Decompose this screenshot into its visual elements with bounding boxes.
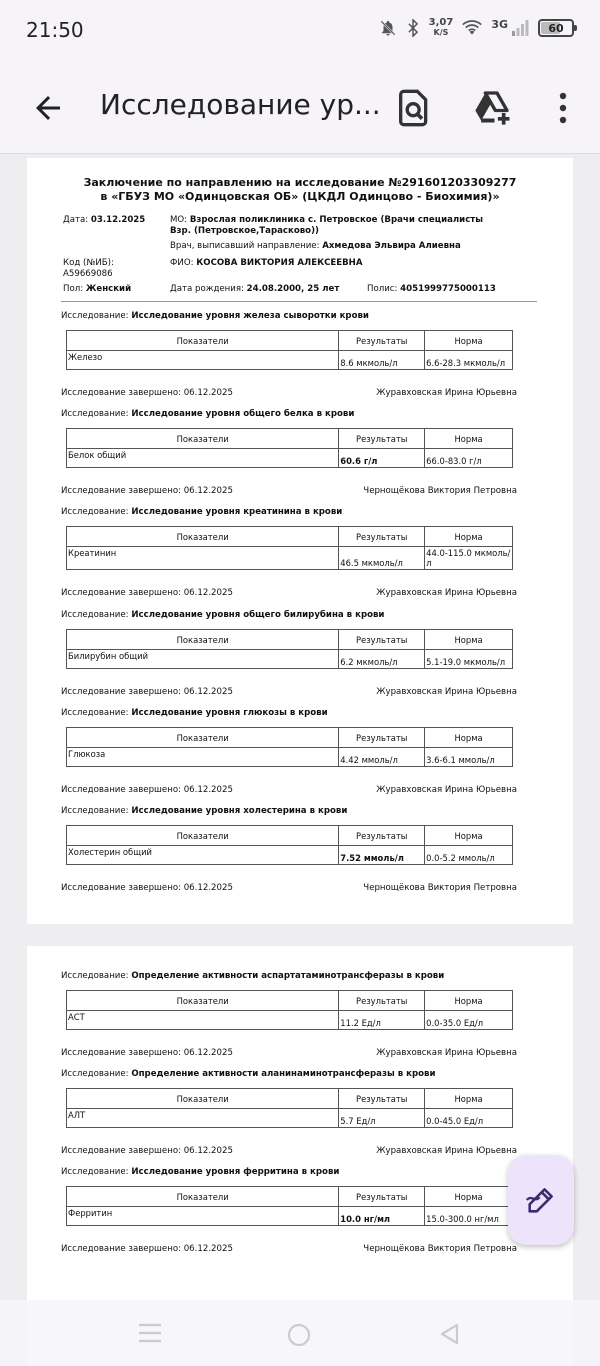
study-section [61, 708, 519, 796]
norm-cell [425, 449, 513, 468]
completed-label: Исследование завершено: [61, 1048, 181, 1058]
completed-date [61, 785, 233, 796]
col-indicator-header: Показатели [67, 630, 339, 650]
table-header-row [67, 991, 513, 1011]
result-cell [339, 748, 425, 767]
header-code-value: А59669086 [63, 269, 113, 279]
study-completed-line [61, 883, 517, 894]
header-doctor-label: Врач, выписавший направление: [170, 241, 320, 251]
study-section [61, 1167, 519, 1255]
study-line [61, 610, 519, 621]
norm-cell [425, 748, 513, 767]
result-value: 10.0 нг/мл [340, 1214, 391, 1224]
study-label: Исследование: [61, 610, 129, 620]
performing-doctor: Журавховская Ирина Юрьевна [376, 785, 517, 795]
completed-date-value: 06.12.2025 [183, 588, 233, 598]
col-indicator-header: Показатели [67, 826, 339, 846]
header-sex-value: Женский [85, 284, 132, 294]
table-row [67, 846, 513, 865]
result-cell [339, 650, 425, 669]
study-section [61, 409, 519, 497]
completed-date [61, 687, 233, 698]
header-code-label: Код (№ИБ): [63, 258, 114, 268]
norm-cell [425, 846, 513, 865]
completed-date [61, 1146, 233, 1157]
study-name: Определение активности аланинаминотрансферазы в крови [131, 1069, 436, 1079]
results-table [66, 1186, 513, 1226]
study-line [61, 311, 519, 322]
table-header-row [67, 630, 513, 650]
col-result-header: Результаты [339, 630, 425, 650]
result-cell [339, 1207, 425, 1226]
study-name: Исследование уровня креатинина в крови [131, 507, 343, 517]
header-mo [170, 215, 510, 237]
completed-label: Исследование завершено: [61, 1146, 181, 1156]
study-section [61, 1069, 519, 1157]
header-mo-value-2: Взр. (Петровское,Тарасково)) [170, 226, 319, 236]
study-section [61, 610, 519, 698]
completed-date [61, 1244, 233, 1255]
norm-value: 6.6-28.3 мкмоль/л [426, 358, 506, 368]
study-completed-line [61, 1048, 517, 1059]
table-header-row [67, 728, 513, 748]
conclusion-title [67, 176, 533, 204]
result-value: 6.2 мкмоль/л [340, 657, 398, 667]
pdf-page-1[interactable] [27, 158, 573, 924]
study-label: Исследование: [61, 806, 129, 816]
result-cell [339, 351, 425, 370]
results-table [66, 1088, 513, 1128]
study-completed-line [61, 1244, 517, 1255]
battery-icon [538, 19, 574, 37]
header-policy-value: 4051999775000113 [400, 284, 496, 294]
annotate-fab[interactable] [508, 1155, 574, 1245]
result-cell [339, 1109, 425, 1128]
pen-annotate-icon [524, 1183, 558, 1217]
results-table [66, 629, 513, 669]
norm-cell [425, 351, 513, 370]
col-result-header: Результаты [339, 527, 425, 547]
col-indicator-header: Показатели [67, 429, 339, 449]
completed-date-value: 06.12.2025 [183, 687, 233, 697]
wifi-icon [462, 20, 482, 36]
study-completed-line [61, 588, 517, 599]
system-nav-bar [0, 1300, 600, 1366]
network-speed [429, 18, 454, 38]
network-type: 3G [491, 17, 508, 31]
conclusion-title-line2: в «ГБУЗ МО «Одинцовская ОБ» (ЦКДЛ Одинцово - Биохимия)» [100, 190, 500, 203]
status-icons [379, 18, 574, 38]
header-mo-value: Взрослая поликлиника с. Петровское (Врачи специалисты [189, 215, 484, 225]
app-bar [0, 62, 600, 154]
col-indicator-header: Показатели [67, 728, 339, 748]
norm-value: 44.0-115.0 мкмоль/л [426, 548, 511, 568]
col-indicator-header: Показатели [67, 527, 339, 547]
results-table [66, 825, 513, 865]
table-header-row [67, 1089, 513, 1109]
header-dob [170, 284, 339, 295]
results-table [66, 727, 513, 767]
study-label: Исследование: [61, 1167, 129, 1177]
add-to-drive-icon[interactable] [472, 88, 512, 128]
table-row [67, 650, 513, 669]
header-fio-value: КОСОВА ВИКТОРИЯ АЛЕКСЕЕВНА [196, 258, 363, 268]
col-result-header: Результаты [339, 826, 425, 846]
study-section [61, 806, 519, 894]
table-header-row [67, 527, 513, 547]
header-doctor-value: Ахмедова Эльвира Алиевна [322, 241, 461, 251]
table-row [67, 1207, 513, 1226]
header-policy-label: Полис: [367, 284, 398, 294]
completed-date [61, 588, 233, 599]
col-indicator-header: Показатели [67, 331, 339, 351]
study-label: Исследование: [61, 409, 129, 419]
completed-label: Исследование завершено: [61, 588, 181, 598]
header-fio [170, 258, 363, 269]
completed-date [61, 1048, 233, 1059]
results-table [66, 990, 513, 1030]
col-result-header: Результаты [339, 331, 425, 351]
study-line [61, 507, 519, 518]
norm-value: 0.0-35.0 Ед/л [426, 1018, 484, 1028]
col-result-header: Результаты [339, 1187, 425, 1207]
study-line [61, 806, 519, 817]
study-completed-line [61, 785, 517, 796]
study-label: Исследование: [61, 507, 129, 517]
col-indicator-header: Показатели [67, 991, 339, 1011]
completed-date-value: 06.12.2025 [183, 1244, 233, 1254]
header-date [63, 215, 145, 226]
norm-value: 15.0-300.0 нг/мл [426, 1214, 499, 1224]
completed-date-value: 06.12.2025 [183, 1146, 233, 1156]
indicator-cell: Железо [67, 351, 339, 370]
result-value: 11.2 Ед/л [340, 1018, 381, 1028]
performing-doctor: Журавховская Ирина Юрьевна [376, 687, 517, 697]
col-result-header: Результаты [339, 429, 425, 449]
study-label: Исследование: [61, 971, 129, 981]
table-header-row [67, 1187, 513, 1207]
study-label: Исследование: [61, 1069, 129, 1079]
norm-value: 66.0-83.0 г/л [426, 456, 482, 466]
study-completed-line [61, 388, 517, 399]
network-speed-value: 3,07 [428, 17, 454, 28]
network-speed-unit: K/S [433, 28, 449, 37]
study-name: Исследование уровня холестерина в крови [131, 806, 348, 816]
completed-date [61, 883, 233, 894]
table-row [67, 351, 513, 370]
status-bar [0, 0, 600, 62]
study-name: Исследование уровня ферритина в крови [131, 1167, 340, 1177]
study-label: Исследование: [61, 311, 129, 321]
completed-label: Исследование завершено: [61, 388, 181, 398]
header-fio-label: ФИО: [170, 258, 194, 268]
study-line [61, 1069, 519, 1080]
norm-cell [425, 650, 513, 669]
indicator-cell: Белок общий [67, 449, 339, 468]
col-norm-header: Норма [425, 1187, 513, 1207]
col-result-header: Результаты [339, 991, 425, 1011]
study-section [61, 971, 519, 1059]
norm-value: 5.1-19.0 мкмоль/л [426, 657, 506, 667]
results-table [66, 330, 513, 370]
search-document-icon[interactable] [394, 88, 434, 128]
header-mo-label: МО: [170, 215, 188, 225]
result-cell [339, 547, 425, 570]
performing-doctor: Чернощёкова Виктория Петровна [363, 883, 517, 893]
study-line [61, 708, 519, 719]
norm-cell [425, 1207, 513, 1226]
status-time: 21:50 [26, 18, 84, 42]
col-norm-header: Норма [425, 1089, 513, 1109]
table-header-row [67, 826, 513, 846]
completed-label: Исследование завершено: [61, 785, 181, 795]
study-line [61, 971, 519, 982]
header-sex [63, 284, 131, 295]
result-value: 60.6 г/л [340, 456, 378, 466]
conclusion-title-line1: Заключение по направлению на исследование №291601203309277 [83, 176, 517, 189]
indicator-cell: Холестерин общий [67, 846, 339, 865]
completed-label: Исследование завершено: [61, 1244, 181, 1254]
study-completed-line [61, 687, 517, 698]
result-value: 7.52 ммоль/л [340, 853, 404, 863]
header-referring-doctor [170, 241, 461, 252]
col-norm-header: Норма [425, 728, 513, 748]
home-circle-icon[interactable] [286, 1322, 312, 1348]
completed-date [61, 388, 233, 399]
header-code [63, 258, 114, 280]
result-value: 4.42 ммоль/л [340, 755, 398, 765]
table-row [67, 1109, 513, 1128]
norm-value: 3.6-6.1 ммоль/л [426, 755, 495, 765]
col-norm-header: Норма [425, 630, 513, 650]
performing-doctor: Журавховская Ирина Юрьевна [376, 588, 517, 598]
indicator-cell: АЛТ [67, 1109, 339, 1128]
norm-cell [425, 1109, 513, 1128]
back-arrow-icon[interactable] [30, 90, 66, 126]
study-name: Исследование уровня общего белка в крови [131, 409, 355, 419]
header-date-label: Дата: [63, 215, 89, 225]
document-title: Исследование ур... [100, 88, 381, 121]
completed-date-value: 06.12.2025 [183, 883, 233, 893]
result-cell [339, 846, 425, 865]
result-value: 8.6 мкмоль/л [340, 358, 398, 368]
col-norm-header: Норма [425, 331, 513, 351]
result-cell [339, 1011, 425, 1030]
col-norm-header: Норма [425, 991, 513, 1011]
result-value: 46.5 мкмоль/л [340, 558, 403, 568]
col-norm-header: Норма [425, 429, 513, 449]
table-row [67, 748, 513, 767]
completed-label: Исследование завершено: [61, 687, 181, 697]
table-row [67, 449, 513, 468]
col-indicator-header: Показатели [67, 1187, 339, 1207]
completed-date-value: 06.12.2025 [183, 388, 233, 398]
study-label: Исследование: [61, 708, 129, 718]
performing-doctor: Журавховская Ирина Юрьевна [376, 1146, 517, 1156]
mute-notifications-icon [379, 19, 397, 37]
table-header-row [67, 429, 513, 449]
indicator-cell: АСТ [67, 1011, 339, 1030]
col-result-header: Результаты [339, 728, 425, 748]
indicator-cell: Ферритин [67, 1207, 339, 1226]
performing-doctor: Журавховская Ирина Юрьевна [376, 1048, 517, 1058]
header-policy [367, 284, 496, 295]
study-name: Исследование уровня железа сыворотки крови [131, 311, 369, 321]
table-row [67, 1011, 513, 1030]
study-section [61, 507, 519, 599]
back-triangle-icon[interactable] [438, 1322, 460, 1346]
col-indicator-header: Показатели [67, 1089, 339, 1109]
results-table [66, 526, 513, 570]
study-name: Определение активности аспартатаминотрансферазы в крови [131, 971, 445, 981]
study-completed-line [61, 486, 517, 497]
performing-doctor: Журавховская Ирина Юрьевна [376, 388, 517, 398]
result-value: 5.7 Ед/л [340, 1116, 376, 1126]
performing-doctor: Чернощёкова Виктория Петровна [363, 1244, 517, 1254]
norm-cell [425, 547, 513, 570]
norm-value: 0.0-45.0 Ед/л [426, 1116, 484, 1126]
table-row [67, 547, 513, 570]
result-cell [339, 449, 425, 468]
study-section [61, 311, 519, 399]
more-vert-icon[interactable] [548, 88, 578, 128]
header-divider [61, 301, 537, 302]
indicator-cell: Билирубин общий [67, 650, 339, 669]
completed-date-value: 06.12.2025 [183, 785, 233, 795]
results-table [66, 428, 513, 468]
header-dob-value: 24.08.2000, 25 лет [246, 284, 340, 294]
norm-value: 0.0-5.2 ммоль/л [426, 853, 495, 863]
recents-menu-icon[interactable] [137, 1322, 163, 1344]
battery-percent: 60 [548, 21, 564, 35]
col-result-header: Результаты [339, 1089, 425, 1109]
header-dob-label: Дата рождения: [170, 284, 244, 294]
study-name: Исследование уровня общего билирубина в крови [131, 610, 385, 620]
study-name: Исследование уровня глюкозы в крови [131, 708, 328, 718]
col-norm-header: Норма [425, 826, 513, 846]
cellular-signal-icon [511, 19, 529, 37]
table-header-row [67, 331, 513, 351]
completed-date-value: 06.12.2025 [183, 1048, 233, 1058]
col-norm-header: Норма [425, 527, 513, 547]
completed-label: Исследование завершено: [61, 486, 181, 496]
study-completed-line [61, 1146, 517, 1157]
completed-date [61, 486, 233, 497]
completed-label: Исследование завершено: [61, 883, 181, 893]
study-line [61, 1167, 519, 1178]
study-line [61, 409, 519, 420]
completed-date-value: 06.12.2025 [183, 486, 233, 496]
performing-doctor: Чернощёкова Виктория Петровна [363, 486, 517, 496]
header-date-value: 03.12.2025 [90, 215, 146, 225]
header-sex-label: Пол: [63, 284, 84, 294]
bluetooth-icon [406, 19, 420, 37]
indicator-cell: Креатинин [67, 547, 339, 570]
indicator-cell: Глюкоза [67, 748, 339, 767]
norm-cell [425, 1011, 513, 1030]
